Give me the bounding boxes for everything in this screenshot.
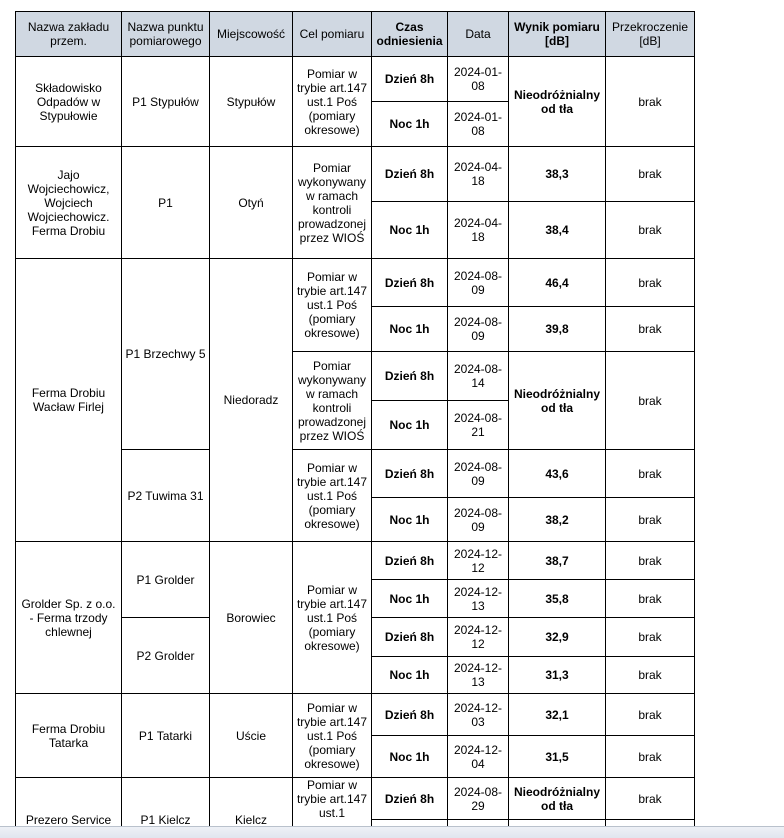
- cel-cell: Pomiar wykonywany w ramach kontroli prowadzonej przez WIOŚ: [293, 352, 372, 450]
- czas-cell: Dzień 8h: [372, 694, 448, 736]
- wynik-cell: 39,8: [509, 307, 606, 352]
- czas-cell: Dzień 8h: [372, 450, 448, 498]
- czas-cell: Dzień 8h: [372, 259, 448, 307]
- miejscowosc-cell: Stypułów: [210, 57, 293, 147]
- czas-cell: Noc 1h: [372, 401, 448, 450]
- zaklad-cell: Ferma Drobiu Wacław Firlej: [16, 259, 122, 542]
- wynik-cell: 38,4: [509, 202, 606, 259]
- data-cell: 2024-08-09: [448, 450, 509, 498]
- data-cell: 2024-08-09: [448, 307, 509, 352]
- czas-cell: Noc 1h: [372, 102, 448, 147]
- data-cell: 2024-08-09: [448, 259, 509, 307]
- czas-cell: Dzień 8h: [372, 147, 448, 202]
- table-row: [16, 147, 695, 202]
- wynik-cell: 43,6: [509, 450, 606, 498]
- cel-cell: Pomiar w trybie art.147 ust.1: [293, 778, 372, 838]
- header-miejscowosc: Miejscowość: [210, 12, 293, 57]
- przekroczenie-cell: brak: [606, 694, 695, 736]
- cel-cell: Pomiar w trybie art.147 ust.1 Poś (pomiary okresowe): [293, 450, 372, 542]
- przekroczenie-cell: brak: [606, 259, 695, 307]
- data-cell: 2024-08-29: [448, 778, 509, 820]
- punkt-cell: P1 Stypułów: [122, 57, 210, 147]
- przekroczenie-cell: brak: [606, 542, 695, 580]
- wynik-cell: 32,1: [509, 694, 606, 736]
- czas-cell: Noc 1h: [372, 202, 448, 259]
- table-row: [16, 259, 695, 307]
- table-row: [16, 694, 695, 736]
- przekroczenie-cell: brak: [606, 778, 695, 820]
- cel-cell: Pomiar wykonywany w ramach kontroli prowadzonej przez WIOŚ: [293, 147, 372, 259]
- przekroczenie-cell: brak: [606, 450, 695, 498]
- zaklad-cell: Prezero Service: [16, 778, 122, 838]
- czas-cell: Dzień 8h: [372, 778, 448, 820]
- header-zaklad: Nazwa zakładu przem.: [16, 12, 122, 57]
- miejscowosc-cell: Borowiec: [210, 542, 293, 694]
- measurement-table: [15, 11, 695, 838]
- wynik-cell: 31,3: [509, 657, 606, 694]
- data-cell: 2024-04-18: [448, 202, 509, 259]
- data-cell: 2024-01-08: [448, 102, 509, 147]
- przekroczenie-cell: brak: [606, 352, 695, 450]
- punkt-cell: P1 Grolder: [122, 542, 210, 618]
- header-czas: Czas odniesienia: [372, 12, 448, 57]
- czas-cell: Dzień 8h: [372, 57, 448, 102]
- zaklad-cell: Jajo Wojciechowicz, Wojciech Wojciechowicz. Ferma Drobiu: [16, 147, 122, 259]
- przekroczenie-cell: brak: [606, 307, 695, 352]
- data-cell: 2024-12-12: [448, 542, 509, 580]
- wynik-cell: 38,2: [509, 498, 606, 542]
- data-cell: 2024-12-13: [448, 657, 509, 694]
- punkt-cell: P2 Tuwima 31: [122, 450, 210, 542]
- data-cell: 2024-01-08: [448, 57, 509, 102]
- miejscowosc-cell: Niedoradz: [210, 259, 293, 542]
- przekroczenie-cell: brak: [606, 147, 695, 202]
- miejscowosc-cell: Otyń: [210, 147, 293, 259]
- data-cell: 2024-12-12: [448, 618, 509, 657]
- przekroczenie-cell: brak: [606, 736, 695, 778]
- wynik-cell: 46,4: [509, 259, 606, 307]
- data-cell: 2024-08-09: [448, 498, 509, 542]
- punkt-cell: P1: [122, 147, 210, 259]
- wynik-cell: Nieodróżnialny od tła: [509, 57, 606, 147]
- przekroczenie-cell: brak: [606, 657, 695, 694]
- data-cell: 2024-12-03: [448, 694, 509, 736]
- cel-cell: Pomiar w trybie art.147 ust.1 Poś (pomiary okresowe): [293, 694, 372, 778]
- przekroczenie-cell: brak: [606, 618, 695, 657]
- miejscowosc-cell: Uście: [210, 694, 293, 778]
- przekroczenie-cell: brak: [606, 580, 695, 618]
- taskbar: [0, 826, 784, 838]
- header-row: [16, 12, 695, 57]
- header-przekroczenie: Przekroczenie [dB]: [606, 12, 695, 57]
- przekroczenie-cell: brak: [606, 57, 695, 147]
- wynik-cell: 35,8: [509, 580, 606, 618]
- data-cell: 2024-12-04: [448, 736, 509, 778]
- cel-cell: Pomiar w trybie art.147 ust.1 Poś (pomiary okresowe): [293, 542, 372, 694]
- table-row: [16, 57, 695, 102]
- czas-cell: Noc 1h: [372, 580, 448, 618]
- cel-cell: Pomiar w trybie art.147 ust.1 Poś (pomiary okresowe): [293, 259, 372, 352]
- cel-cell: Pomiar w trybie art.147 ust.1 Poś (pomiary okresowe): [293, 57, 372, 147]
- data-cell: 2024-12-13: [448, 580, 509, 618]
- punkt-cell: P2 Grolder: [122, 618, 210, 694]
- header-cel: Cel pomiaru: [293, 12, 372, 57]
- header-data: Data: [448, 12, 509, 57]
- miejscowosc-cell: Kielcz: [210, 778, 293, 838]
- czas-cell: Dzień 8h: [372, 352, 448, 401]
- zaklad-cell: Ferma Drobiu Tatarka: [16, 694, 122, 778]
- data-cell: 2024-04-18: [448, 147, 509, 202]
- wynik-cell: 31,5: [509, 736, 606, 778]
- punkt-cell: P1 Tatarki: [122, 694, 210, 778]
- czas-cell: Noc 1h: [372, 307, 448, 352]
- punkt-cell: P1 Brzechwy 5: [122, 259, 210, 450]
- table-row: [16, 542, 695, 580]
- wynik-cell: Nieodróżnialny od tła: [509, 778, 606, 820]
- czas-cell: Dzień 8h: [372, 618, 448, 657]
- header-wynik: Wynik pomiaru [dB]: [509, 12, 606, 57]
- wynik-cell: Nieodróżnialny od tła: [509, 352, 606, 450]
- czas-cell: Dzień 8h: [372, 542, 448, 580]
- header-punkt: Nazwa punktu pomiarowego: [122, 12, 210, 57]
- wynik-cell: 38,7: [509, 542, 606, 580]
- punkt-cell: P1 Kielcz: [122, 778, 210, 838]
- data-cell: 2024-08-14: [448, 352, 509, 401]
- wynik-cell: 32,9: [509, 618, 606, 657]
- data-cell: 2024-08-21: [448, 401, 509, 450]
- zaklad-cell: Składowisko Odpadów w Stypułowie: [16, 57, 122, 147]
- przekroczenie-cell: brak: [606, 202, 695, 259]
- przekroczenie-cell: brak: [606, 498, 695, 542]
- wynik-cell: 38,3: [509, 147, 606, 202]
- zaklad-cell: Grolder Sp. z o.o. - Ferma trzody chlewnej: [16, 542, 122, 694]
- czas-cell: Noc 1h: [372, 657, 448, 694]
- table-row: [16, 778, 695, 820]
- czas-cell: Noc 1h: [372, 498, 448, 542]
- czas-cell: Noc 1h: [372, 736, 448, 778]
